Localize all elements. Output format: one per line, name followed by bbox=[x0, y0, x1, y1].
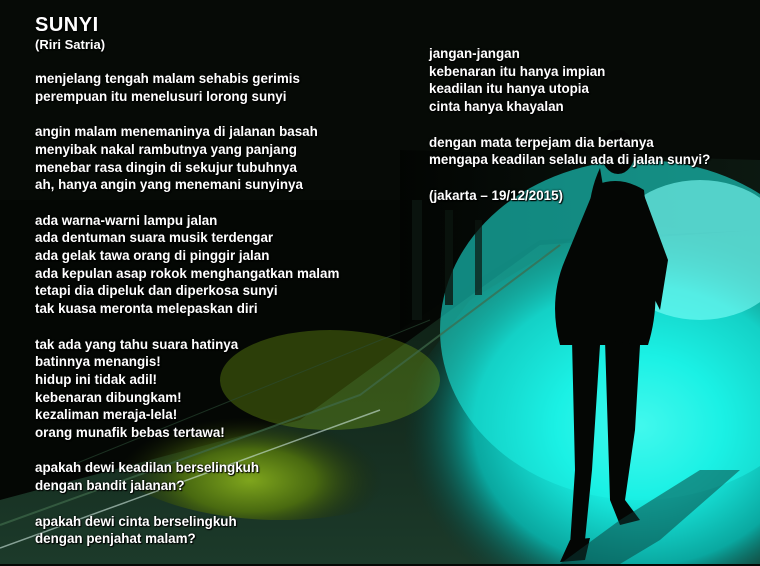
poem-line: apakah dewi cinta berselingkuh bbox=[35, 513, 237, 529]
poem-stanza bbox=[35, 459, 339, 494]
poem-line: keadilan itu hanya utopia bbox=[429, 81, 589, 97]
poem-stanza bbox=[35, 212, 339, 318]
poem-stanza bbox=[35, 513, 339, 548]
poem-line: ada gelak tawa orang di pinggir jalan bbox=[35, 248, 270, 263]
poem-left-column bbox=[35, 14, 339, 566]
poem-line: ada kepulan asap rokok menghangatkan malam bbox=[35, 265, 340, 281]
poem-line: dengan mata terpejam dia bertanya bbox=[429, 134, 654, 150]
poem-line: ada dentuman suara musik terdengar bbox=[35, 230, 274, 246]
poem-line: tetapi dia dipeluk dan diperkosa sunyi bbox=[35, 283, 278, 299]
poem-line: perempuan itu menelusuri lorong sunyi bbox=[35, 88, 287, 104]
left-stanzas bbox=[35, 70, 339, 548]
poem-line: batinnya menangis! bbox=[35, 354, 161, 370]
poem-line: ah, hanya angin yang menemani sunyinya bbox=[35, 177, 303, 193]
poem-stanza bbox=[429, 45, 710, 116]
poem-line: dengan penjahat malam? bbox=[35, 531, 196, 547]
poem-line: menjelang tengah malam sehabis gerimis bbox=[35, 71, 300, 86]
poem-line: kebenaran dibungkam! bbox=[35, 389, 182, 405]
poem-line: mengapa keadilan selalu ada di jalan sunyi? bbox=[429, 152, 711, 168]
poem-line: dengan bandit jalanan? bbox=[35, 478, 185, 494]
poem-stanza bbox=[429, 134, 710, 169]
poem-line: menebar rasa dingin di sekujur tubuhnya bbox=[35, 159, 297, 175]
poem-line: tak kuasa meronta melepaskan diri bbox=[35, 301, 258, 317]
poem-line: kezaliman meraja-lela! bbox=[35, 407, 178, 423]
poem-title: SUNYI bbox=[35, 14, 99, 36]
poem-line: hidup ini tidak adil! bbox=[35, 371, 157, 387]
poem-author: (Riri Satria) bbox=[35, 37, 106, 52]
poem-stanza bbox=[429, 187, 710, 205]
right-stanzas bbox=[429, 45, 710, 204]
poem-right-column bbox=[429, 45, 710, 222]
poem-stanza bbox=[35, 336, 339, 442]
poem-line: kebenaran itu hanya impian bbox=[429, 63, 606, 79]
poem-line: orang munafik bebas tertawa! bbox=[35, 425, 225, 441]
poem-stanza bbox=[35, 123, 339, 194]
poem-line: menyibak nakal rambutnya yang panjang bbox=[35, 141, 297, 157]
poem-stanza bbox=[35, 70, 339, 105]
poem-line: ada warna-warni lampu jalan bbox=[35, 212, 218, 228]
poem-line: cinta hanya khayalan bbox=[429, 99, 564, 115]
poem-line: jangan-jangan bbox=[429, 46, 520, 61]
poem-line: (jakarta – 19/12/2015) bbox=[429, 187, 564, 203]
poem-line: apakah dewi keadilan berselingkuh bbox=[35, 460, 259, 476]
poem-line: angin malam menemaninya di jalanan basah bbox=[35, 124, 318, 140]
poem-line: tak ada yang tahu suara hatinya bbox=[35, 336, 239, 352]
